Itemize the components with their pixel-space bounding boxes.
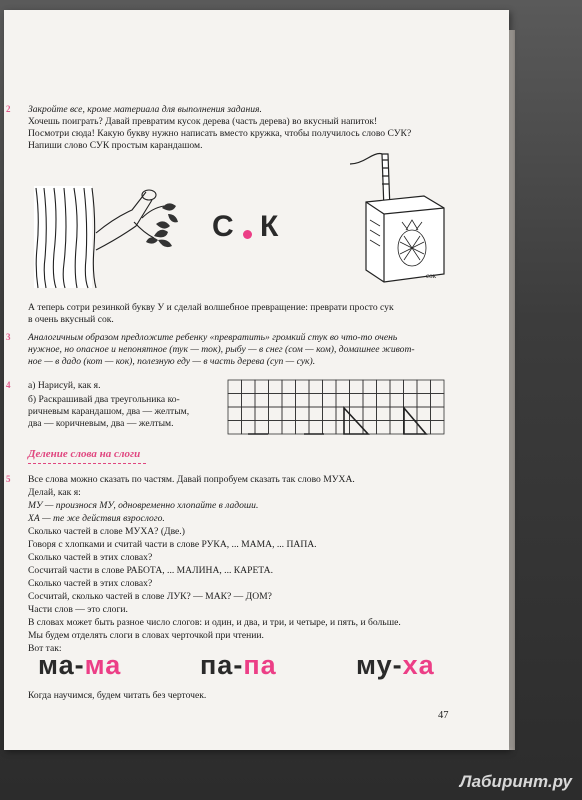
task-instruction: Закройте все, кроме материала для выполнения задания. <box>28 104 262 115</box>
syllable: па <box>200 650 234 680</box>
grid-cell <box>309 421 323 435</box>
grid-cell <box>228 421 242 435</box>
task-number: 4 <box>6 380 11 390</box>
grid-cell <box>323 394 337 408</box>
grid-cell <box>390 394 404 408</box>
grid-cell <box>336 380 350 394</box>
grid-cell <box>228 407 242 421</box>
task-line: В словах может быть разное число слогов: и один, и два, и три, и четыре, и пять, и больше. <box>28 617 401 628</box>
task-text: Посмотри сюда! Какую букву нужно написать вместо кружка, чтобы получилось слово СУК? <box>28 128 412 139</box>
grid-cell <box>296 421 310 435</box>
task-text: ричневым карандашом, два — желтым, <box>28 406 190 417</box>
task-instruction: ное — в дадо (кот — кок), полезную еду — в часть дерева (суп — сук). <box>28 356 316 367</box>
grid-cell <box>269 421 283 435</box>
page-number: 47 <box>438 710 449 721</box>
task-text: Хочешь поиграть? Давай превратим кусок дерева (часть дерева) во вкусный напиток! <box>28 116 378 127</box>
syllable: ха <box>402 650 435 680</box>
grid-cell <box>282 421 296 435</box>
pink-circle-placeholder <box>243 230 252 239</box>
task-line: Сколько частей в слове МУХА? (Две.) <box>28 526 185 537</box>
heading-underline <box>28 463 146 464</box>
grid-cell <box>350 394 364 408</box>
task-line: Сосчитай, сколько частей в слове ЛУК? — МАК? — ДОМ? <box>28 591 272 602</box>
book-page <box>4 10 509 750</box>
task-line: Вот так: <box>28 643 62 654</box>
task-line: Сколько частей в этих словах? <box>28 578 153 589</box>
grid-cell <box>323 421 337 435</box>
grid-cell <box>296 394 310 408</box>
grid-cell <box>255 394 269 408</box>
grid-cell <box>242 380 256 394</box>
grid-cell <box>296 407 310 421</box>
grid-cell <box>431 380 445 394</box>
task-line: Делай, как я: <box>28 487 81 498</box>
task-line: Все слова можно сказать по частям. Давай попробуем сказать так слово МУХА. <box>28 474 355 485</box>
grid-cell <box>228 380 242 394</box>
grid-cell <box>377 407 391 421</box>
grid-cell <box>242 394 256 408</box>
task-text: Напиши слово СУК простым карандашом. <box>28 140 203 151</box>
task-line: ХА — те же действия взрослого. <box>28 513 165 524</box>
grid-cell <box>431 394 445 408</box>
grid-cell <box>255 380 269 394</box>
grid-cell <box>336 394 350 408</box>
task-number: 2 <box>6 104 11 114</box>
syllable-dash: - <box>392 650 403 680</box>
grid-cell <box>404 394 418 408</box>
syllable: му <box>356 650 393 680</box>
letter-k: К <box>260 210 280 243</box>
page-edge <box>509 30 515 750</box>
grid-cell <box>242 421 256 435</box>
grid-cell <box>363 380 377 394</box>
letter-s: С <box>212 210 235 243</box>
task-text: два — коричневым, два — желтым. <box>28 418 174 429</box>
grid-cell <box>377 394 391 408</box>
grid-cell <box>228 394 242 408</box>
task-text: б) Раскрашивай два треугольника ко- <box>28 394 180 405</box>
grid-cell <box>242 407 256 421</box>
grid-cell <box>255 407 269 421</box>
task-text: а) Нарисуй, как я. <box>28 380 101 391</box>
grid-cell <box>417 380 431 394</box>
tree-branch-illustration <box>34 178 214 290</box>
task-text: в очень вкусный сок. <box>28 314 114 325</box>
juice-box-illustration <box>344 150 454 290</box>
section-heading: Деление слова на слоги <box>28 448 141 460</box>
task-closing: Когда научимся, будем читать без черточек. <box>28 690 207 701</box>
grid-cell <box>309 407 323 421</box>
grid-cell <box>417 407 431 421</box>
juice-label: сок <box>426 272 437 280</box>
grid-cell <box>296 380 310 394</box>
task-text: А теперь сотри резинкой букву У и сделай волшебное превращение: преврати просто сук <box>28 302 394 313</box>
task-number: 3 <box>6 332 11 342</box>
grid-cell <box>390 407 404 421</box>
syllable-example-mama <box>38 650 121 681</box>
grid-cell <box>282 380 296 394</box>
grid-cell <box>282 407 296 421</box>
syllable: па <box>243 650 277 680</box>
syllable-example-papa <box>200 650 277 681</box>
grid-cell <box>255 421 269 435</box>
task-number: 5 <box>6 474 11 484</box>
grid-cell <box>269 407 283 421</box>
task-line: Сколько частей в этих словах? <box>28 552 153 563</box>
task-line: Мы будем отделять слоги в словах черточкой при чтении. <box>28 630 264 641</box>
grid-cell <box>377 380 391 394</box>
grid-cell <box>336 421 350 435</box>
grid-cell <box>323 407 337 421</box>
syllable-example-muha <box>356 650 435 681</box>
task-line: Говоря с хлопками и считай части в слове РУКА, ... МАМА, ... ПАПА. <box>28 539 317 550</box>
grid-cell <box>390 421 404 435</box>
syllable: ма <box>84 650 122 680</box>
task-instruction: Аналогичным образом предложите ребенку «превратить» громкий стук во что-то очень <box>28 332 398 343</box>
syllable-dash: - <box>233 650 244 680</box>
grid-cell <box>363 407 377 421</box>
watermark-logo: Лабиринт.ру <box>459 772 572 791</box>
grid-cell <box>269 394 283 408</box>
grid-cell <box>417 394 431 408</box>
grid-cell <box>363 394 377 408</box>
grid-cell <box>404 421 418 435</box>
grid-cell <box>309 380 323 394</box>
grid-cell <box>336 407 350 421</box>
drawing-grid <box>226 378 446 436</box>
task-line: Сосчитай части в слове РАБОТА, ... МАЛИНА, ... КАРЕТА. <box>28 565 274 576</box>
grid-cell <box>390 380 404 394</box>
grid-cell <box>350 380 364 394</box>
grid-cell <box>323 380 337 394</box>
grid-cell <box>309 394 323 408</box>
task-instruction: нужное, но опасное и непонятное (тук — ток), рыбу — в снег (сом — ком), домашнее живот- <box>28 344 415 355</box>
grid-cell <box>350 407 364 421</box>
grid-cell <box>282 394 296 408</box>
grid-cell <box>404 380 418 394</box>
syllable-dash: - <box>74 650 85 680</box>
task-line: МУ — произнося МУ, одновременно хлопайте в ладоши. <box>28 500 259 511</box>
task-line: Части слов — это слоги. <box>28 604 128 615</box>
grid-cell <box>377 421 391 435</box>
grid-cell <box>269 380 283 394</box>
syllable: ма <box>38 650 75 680</box>
grid-cell <box>431 421 445 435</box>
grid-cell <box>431 407 445 421</box>
grid-cell <box>363 421 377 435</box>
